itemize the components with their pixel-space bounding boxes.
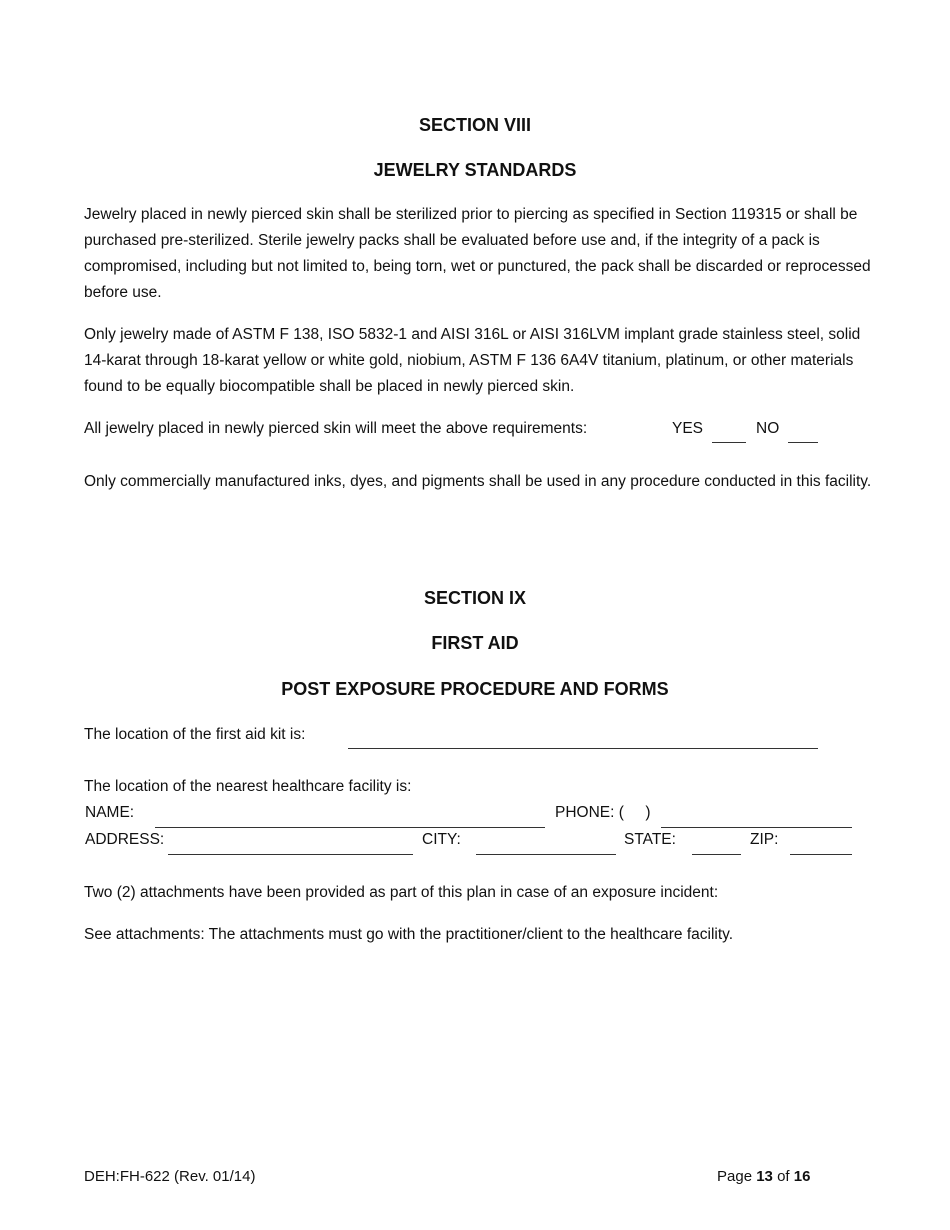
jewelry-standards-title: JEWELRY STANDARDS [373, 160, 577, 180]
page-current: 13 [756, 1168, 773, 1185]
no-label: NO [756, 420, 780, 437]
attachments-text: Two (2) attachments have been provided as part of this plan in case of an exposure incident: [84, 884, 719, 901]
jewelry-sterilization-paragraph: Jewelry placed in newly pierced skin shall be sterilized prior to piercing as specified in Section 119315 or shall be purchased pre-sterilized. Sterile jewelry packs shall be evaluated before use and, if the integrity of a pack is compromised, including but not limited to, being torn, wet or punctured, the pack shall be discarded or reprocessed before use. [84, 206, 871, 301]
state-label: STATE: [624, 831, 676, 848]
city-label: CITY: [422, 831, 461, 848]
phone-field[interactable] [661, 827, 852, 828]
address-label: ADDRESS: [85, 831, 165, 848]
jewelry-materials-paragraph: Only jewelry made of ASTM F 138, ISO 5832-1 and AISI 316L or AISI 316LVM implant grade stainless steel, solid 14-karat through 18-karat yellow or white gold, niobium, ASTM F 136 6A4V titanium, platinum, or other materials found to be equally biocompatible shall be placed in newly pierced skin. [84, 326, 861, 395]
inks-paragraph: Only commercially manufactured inks, dyes, and pigments shall be used in any procedure conducted in this facility. [84, 473, 872, 490]
state-field[interactable] [692, 854, 741, 855]
healthcare-facility-label: The location of the nearest healthcare facility is: [84, 778, 412, 795]
form-id: DEH:FH-622 (Rev. 01/14) [84, 1168, 256, 1185]
city-field[interactable] [476, 854, 616, 855]
of-word: of [777, 1168, 790, 1185]
first-aid-kit-label: The location of the first aid kit is: [84, 726, 306, 743]
zip-field[interactable] [790, 854, 852, 855]
first-aid-kit-location-field[interactable] [348, 748, 818, 749]
name-field[interactable] [155, 827, 545, 828]
name-label: NAME: [85, 804, 135, 821]
section-viii-title: SECTION VIII [418, 115, 532, 135]
section-ix-title: SECTION IX [423, 588, 526, 608]
first-aid-title: FIRST AID [431, 633, 519, 653]
yes-label: YES [672, 420, 704, 437]
address-field[interactable] [168, 854, 413, 855]
zip-label: ZIP: [750, 831, 779, 848]
yes-field[interactable] [712, 442, 746, 443]
no-field[interactable] [788, 442, 818, 443]
page-total: 16 [793, 1168, 811, 1185]
see-attachments-text: See attachments: The attachments must go with the practitioner/client to the healthcare facility. [84, 926, 734, 943]
page-number [717, 1167, 810, 1187]
post-exposure-title: POST EXPOSURE PROCEDURE AND FORMS [281, 679, 669, 699]
phone-label: PHONE: ( ) [555, 804, 651, 821]
jewelry-requirements-question: All jewelry placed in newly pierced skin will meet the above requirements: [84, 420, 588, 437]
page-word: Page [717, 1168, 753, 1185]
